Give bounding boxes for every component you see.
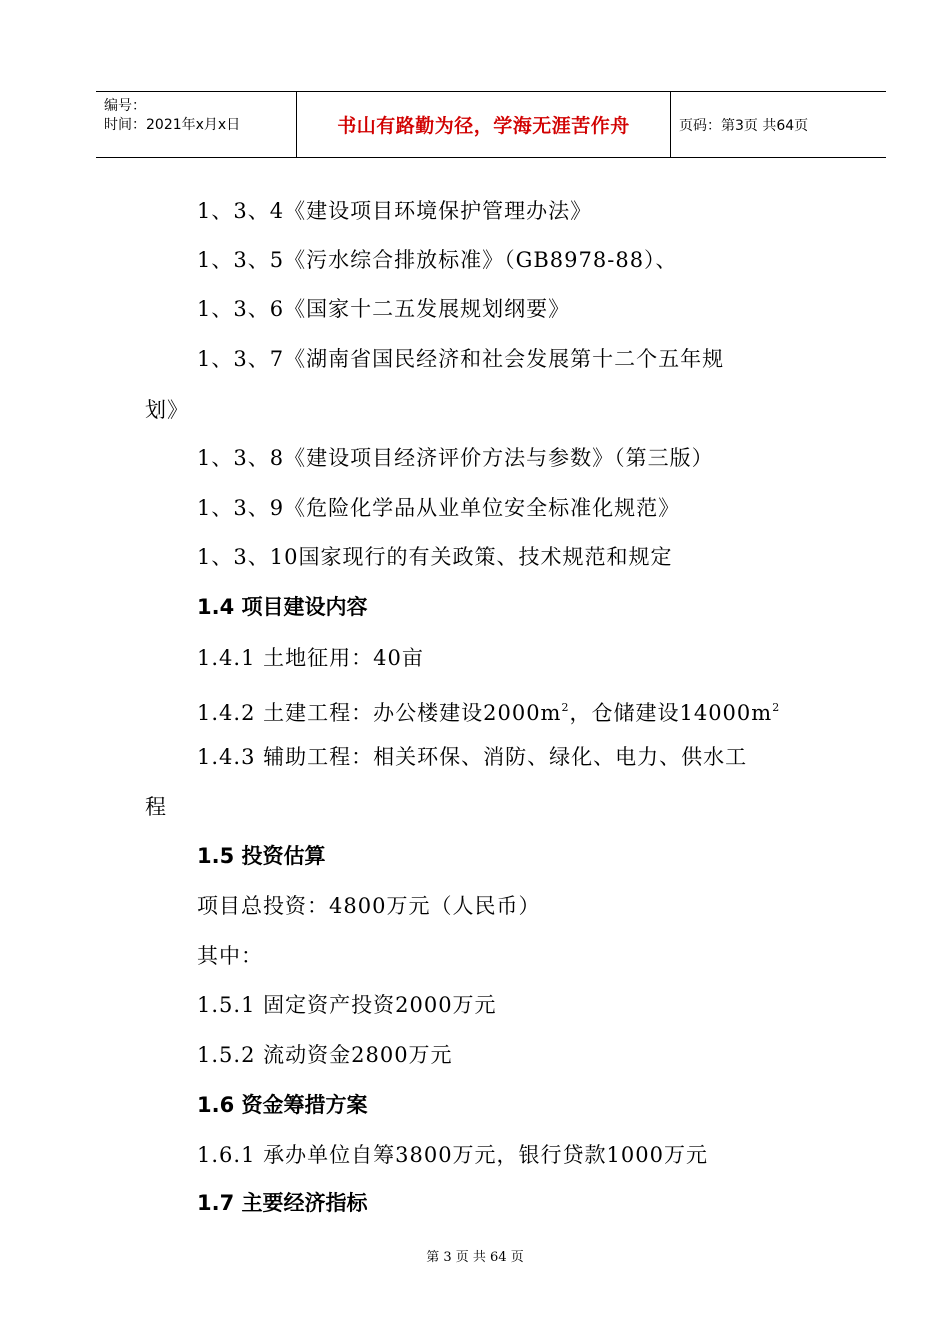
text-segment: 1.4.2 土建工程：办公楼建设2000m [197,701,562,725]
header-page-info: 页码：第3页 共64页 [679,117,809,134]
header-motto: 书山有路勤为径，学海无涯苦作舟 [337,115,630,137]
footer-page-number: 第 3 页 共 64 页 [426,1250,524,1265]
paragraph: 1.6.1 承办单位自筹3800万元，银行贷款1000万元 [197,1143,708,1167]
ref-item: 1、3、4《建设项目环境保护管理办法》 [197,199,593,223]
header-motto-cell [297,92,671,157]
page-footer [0,1246,950,1265]
paragraph: 项目总投资：4800万元（人民币） [197,894,541,918]
section-heading: 1.4 项目建设内容 [197,595,368,619]
superscript: 2 [772,701,781,714]
section-heading: 1.7 主要经济指标 [197,1191,368,1215]
doc-number-label: 编号： [104,98,146,114]
paragraph: 1.5.2 流动资金2800万元 [197,1043,453,1067]
doc-time-label: 时间：2021年x月x日 [104,117,241,133]
ref-item: 1、3、9《危险化学品从业单位安全标准化规范》 [197,496,681,520]
section-heading: 1.5 投资估算 [197,844,326,868]
ref-item: 1、3、8《建设项目经济评价方法与参数》（第三版） [197,446,714,470]
paragraph [197,694,780,727]
ref-item: 1、3、5《污水综合排放标准》（GB8978-88）、 [197,248,678,272]
ref-item: 1、3、7《湖南省国民经济和社会发展第十二个五年规 [197,347,725,371]
paragraph-continued: 程 [145,795,167,819]
paragraph: 其中： [197,944,263,968]
header-page-info-cell [671,92,886,157]
section-heading: 1.6 资金筹措方案 [197,1093,368,1117]
ref-item: 1、3、10国家现行的有关政策、技术规范和规定 [197,545,673,569]
superscript: 2 [561,701,570,714]
paragraph: 1.5.1 固定资产投资2000万元 [197,993,497,1017]
ref-item-continued: 划》 [145,398,189,422]
text-segment: ，仓储建设14000m [569,701,773,725]
page-header [96,91,886,158]
ref-item: 1、3、6《国家十二五发展规划纲要》 [197,297,571,321]
paragraph: 1.4.1 土地征用：40亩 [197,646,424,670]
paragraph: 1.4.3 辅助工程：相关环保、消防、绿化、电力、供水工 [197,745,748,769]
header-meta [96,92,297,157]
